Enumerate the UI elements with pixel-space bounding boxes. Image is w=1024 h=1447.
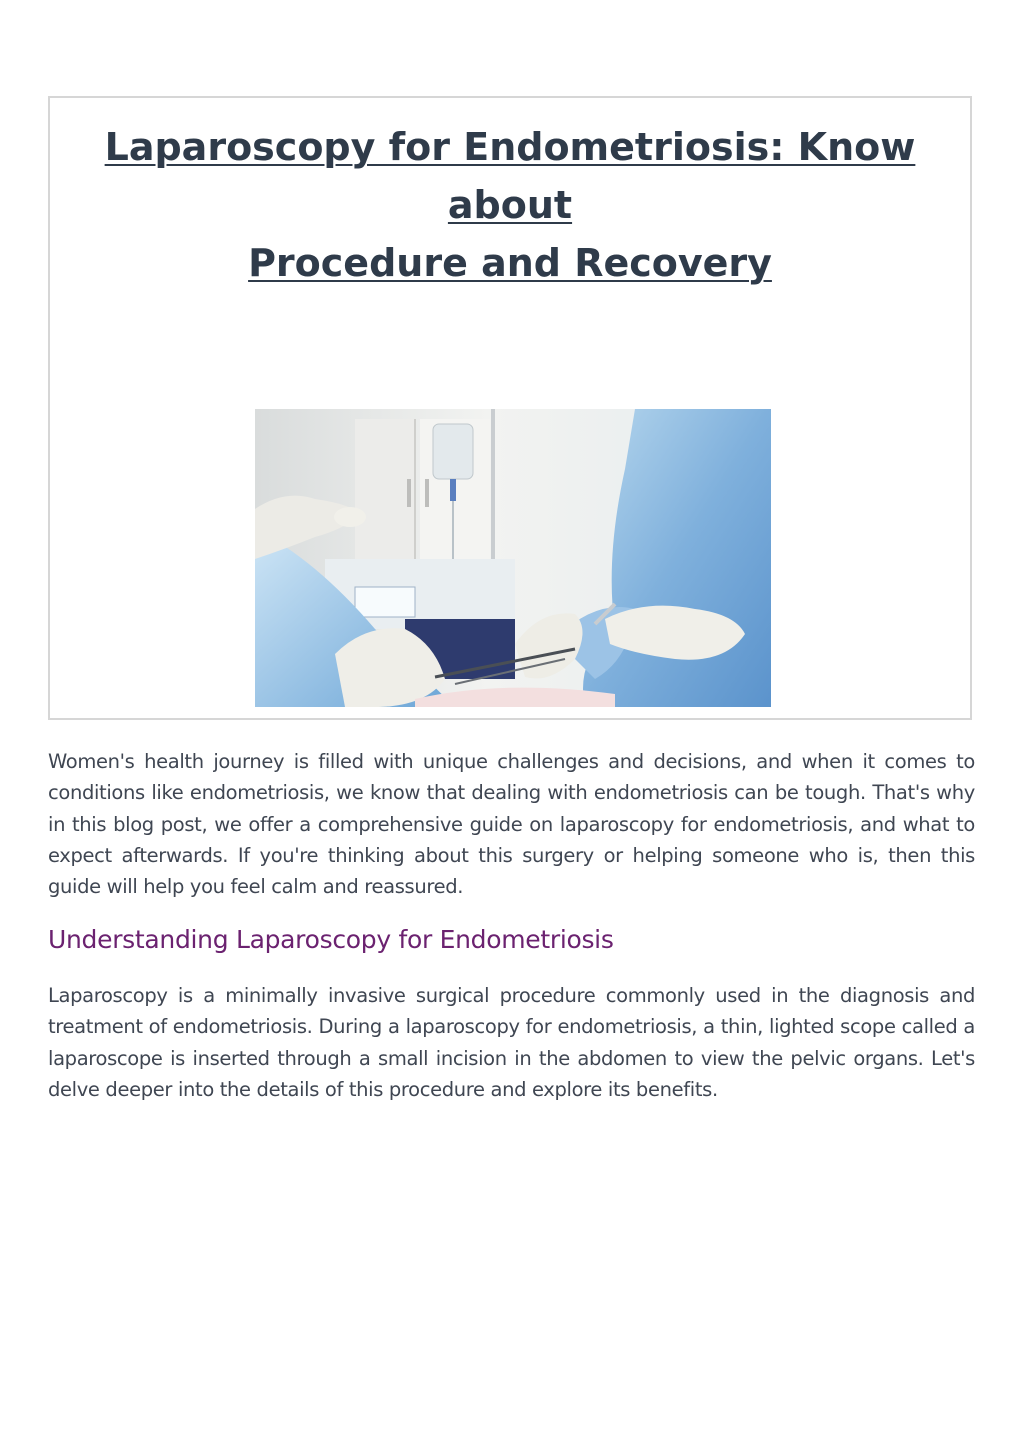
page-title [60,118,960,292]
title-line-2: Procedure and Recovery [248,241,772,285]
surgery-photo [255,409,771,707]
intro-paragraph: Women's health journey is filled with unique challenges and decisions, and when it comes to conditions like endometriosis, we know that dealing with endometriosis can be tough. That's why in this blog post, we offer a comprehensive guide on laparoscopy for endometriosis, and what to expect afterwards. If you're thinking about this surgery or helping someone who is, then this guide will help you feel calm and reassured. [48,750,975,899]
title-line-1: Laparoscopy for Endometriosis: Know about [104,125,916,227]
section-heading: Understanding Laparoscopy for Endometriosis [48,925,614,954]
hero-frame [48,96,972,720]
surgery-illustration [255,409,771,707]
section-body-paragraph: Laparoscopy is a minimally invasive surgical procedure commonly used in the diagnosis and treatment of endometriosis. During a laparoscopy for endometriosis, a thin, lighted scope called a laparoscope is inserted through a small incision in the abdomen to view the pelvic organs. Let's delve deeper into the details of this procedure and explore its benefits. [48,984,975,1101]
